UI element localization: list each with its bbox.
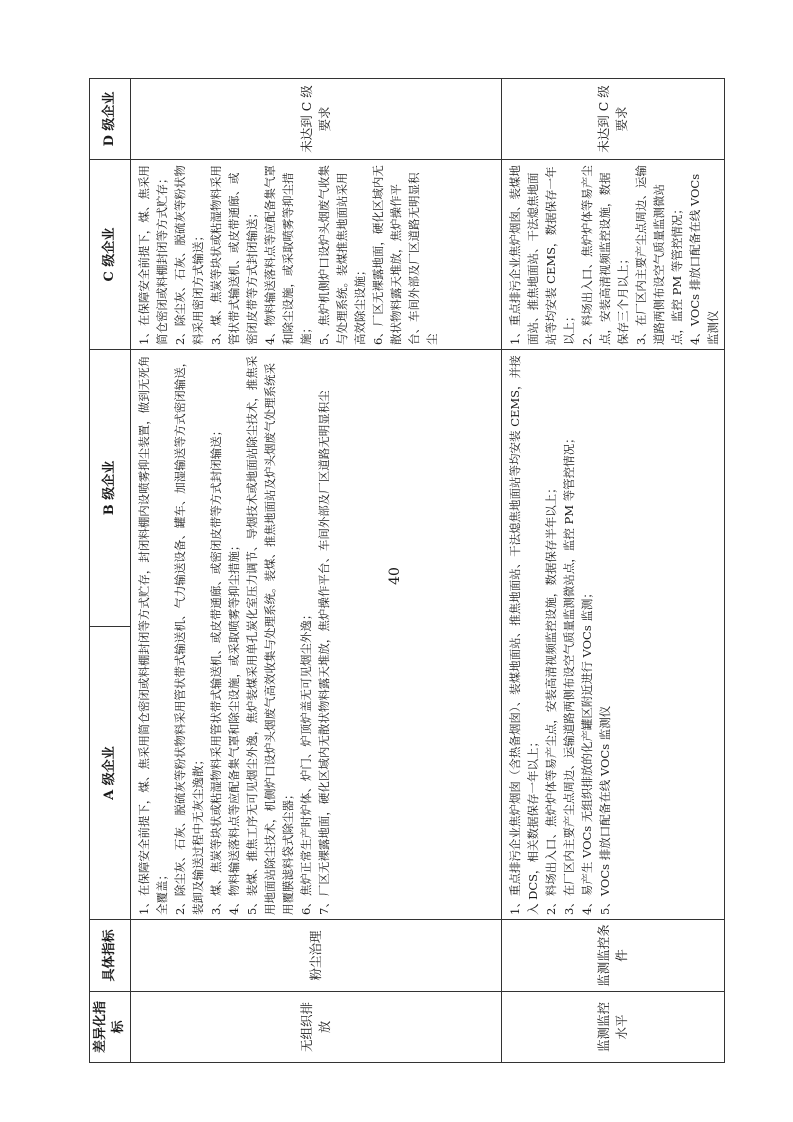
header-indicator: 具体指标 [90,920,131,992]
requirement-line: 1、重点排污企业焦炉烟囱、装煤地面站、推焦地面站、干法熄焦地面站等均安装 CEMS，数据保存一年以上； [508,165,576,345]
header-level-b: B 级企业 [90,350,131,627]
page-number: 40 [387,567,403,585]
requirement-line: 2、料场出入口、焦炉炉体等易产尘点，安装高清视频监控设施，数据保存半年以上； [544,482,558,915]
level-a-b-requirements [502,350,725,920]
header-category: 差异化指标 [90,992,131,1063]
requirement-line: 1、在保障安全前提下，煤、焦采用简仓密闭或料棚封闭等方式贮存； [137,165,169,345]
requirement-line: 6、焦炉正常生产时炉体、炉门、炉顶炉盖无可见烟尘外逸； [299,608,313,915]
requirement-line: 1、在保障安全前提下，煤、焦采用简仓密闭或料棚封闭等方式贮存，封闭料棚内设喷雾抑尘装置，做到无死角全覆盖； [137,355,169,915]
row-category: 无组织排放 [131,992,502,1063]
table-row [131,79,502,1063]
level-d-requirement: 未达到 C 级要求 [502,79,725,160]
header-level-a: A 级企业 [90,627,131,920]
requirement-line: 4、易产生 VOCs 无组织排放的化产罐区附近进行 VOCs 监测； [580,587,594,915]
requirement-line: 2、除尘灰、石灰、脱硫灰等粉状物料采用密闭方式输送； [173,165,205,345]
header-row [90,79,131,1063]
level-d-requirement: 未达到 C 级要求 [131,79,502,160]
requirement-line: 2、料场出入口、焦炉炉体等易产尘点，安装高清视频监控设施，数据保存三个月以上； [580,165,630,345]
requirement-line: 4、VOCs 排放口配备在线 VOCs 监测仪 [688,173,720,345]
grading-table [89,78,725,1063]
requirement-line: 4、物料输送落料点等应配备集气罩和除尘设施，或采取喷雾等抑尘措施； [263,165,313,345]
table-row [502,79,725,1063]
requirement-line: 2、除尘灰、石灰、脱硫灰等粉状物料采用管状带式输送机、气力输送设备、罐车、加湿输送等方式密闭输送，装卸及输送过程中无灰尘逸散； [173,355,205,915]
requirement-line: 5、装煤、推焦工序无可见烟尘外逸，焦炉装煤采用单孔炭化室压力调节、导烟技术或地面站除尘技术，推焦采用地面站除尘技术，机侧炉口设炉头烟废气高效收集与处理系统。装煤、推焦地面站及炉头烟废气处理系统采用覆膜滤料袋式除尘器； [245,355,295,915]
requirement-line: 5、焦炉机侧炉口设炉头烟废气收集与处理系统。装煤推焦地面站采用高效除尘设施； [317,165,367,345]
requirement-line: 3、煤、焦炭等块状或粘湿物料采用管状带式输送机、或皮带通廊、或密闭皮带等方式封闭输送； [209,165,259,345]
requirement-line: 4、物料输送落料点等应配备集气罩和除尘设施，或采取喷雾等抑尘措施； [227,539,241,915]
requirement-line: 3、在厂区内主要产尘点周边、运输道路两侧布设空气质量监测微站点，监控 PM 等管控情况； [562,432,576,915]
header-level-c: C 级企业 [90,160,131,350]
requirement-line: 3、煤、焦炭等块状或粘湿物料采用管状带式输送机、或皮带通廊、或密闭皮带等方式封闭输送； [209,424,223,915]
requirement-line: 1、重点排污企业焦炉烟囱（含热备烟囱）、装煤地面站、推焦地面站、干法熄焦地面站等均安装 CEMS，并接入 DCS，相关数据保存一年以上； [508,355,540,915]
row-indicator: 监测监控条件 [502,920,725,992]
level-a-b-requirements [131,350,502,920]
level-c-requirements [131,160,502,350]
requirement-line: 6、厂区无裸露地面，硬化区域内无散状物料露天堆放，焦炉操作平台、车间外部及厂区道路无明显积尘 [371,165,439,345]
row-category: 监测监控水平 [502,992,725,1063]
requirement-line: 7、厂区无裸露地面，硬化区域内无散状物料露天堆放，焦炉操作平台、车间外部及厂区道路无明显积尘 [317,390,331,915]
row-indicator: 粉尘治理 [131,920,502,992]
requirement-line: 3、在厂区内主要产尘点周边、运输道路两侧布设空气质量监测微站点，监控 PM 等管控情况； [634,165,684,345]
requirement-line: 5、VOCs 排放口配备在线 VOCs 监测仪 [598,705,612,915]
level-c-requirements [502,160,725,350]
header-level-d: D 级企业 [90,79,131,160]
